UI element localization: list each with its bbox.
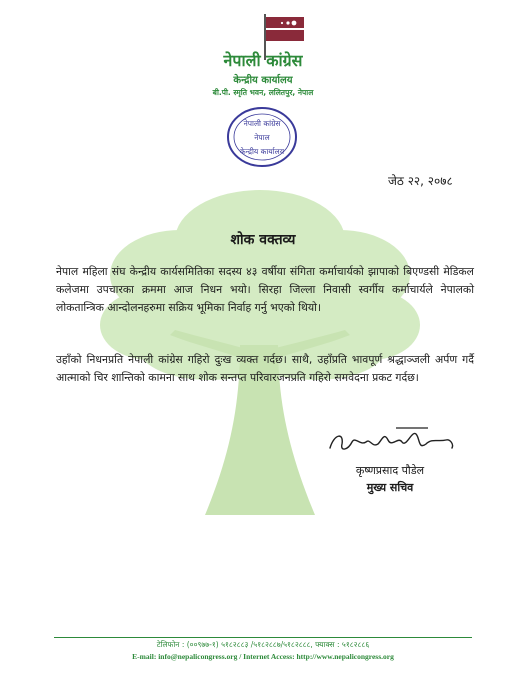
seal-text-bottom: केन्द्रीय कार्यालय [239, 147, 285, 156]
official-seal-stamp [226, 106, 298, 168]
body-paragraph-2: उहाँको निधनप्रति नेपाली कांग्रेस गहिरो दुःख व्यक्त गर्दछ। साथै, उहाँप्रति भावपूर्ण श्रद्धाञ्जली अर्पण गर्दै आत्माको चिर शान्तिको कामना साथ शोक सन्तप्त परिवारजनप्रति गहिरो समवेदना प्रकट गर्दछ। [56, 353, 474, 384]
seal-text-top: नेपाली कांग्रेस [243, 119, 281, 128]
office-name: केन्द्रीय कार्यालय [233, 75, 293, 86]
letter-date: जेठ २२, २०७८ [388, 174, 453, 188]
handwritten-signature [322, 420, 462, 460]
body-paragraph-1: नेपाल महिला संघ केन्द्रीय कार्यसमितिका सदस्य ४३ वर्षीया संगिता कर्माचार्यको झापाको बिएण्डसी मेडिकल कलेजमा उपचारका क्रममा आज निधन भयो। सिरहा जिल्ला निवासी स्वर्गीय कर्माचार्यले नेपालको लोकतान्त्रिक आन्दोलनहरुमा सक्रिय भूमिका निर्वाह गर्नु भएको थियो। [56, 265, 474, 314]
letter-title: शोक वक्तव्य [230, 232, 296, 248]
signer-name: कृष्णप्रसाद पौडेल [355, 464, 425, 477]
footer-divider [54, 637, 472, 638]
footer-contact-web: E-mail: info@nepalicongress.org / Internet Access: http://www.nepalicongress.org [132, 652, 394, 661]
seal-text-middle: नेपाल [254, 133, 270, 142]
signer-title: मुख्य सचिव [366, 481, 414, 494]
organization-name: नेपाली कांग्रेस [223, 51, 303, 70]
footer-phone: टेलिफोन : (००९७७-१) ५१८२८८३ /५१८२८८७/५१८२८८८, फ्याक्स : ५१८२८८६ [156, 640, 370, 649]
office-address: बी.पी. स्मृति भवन, ललितपुर, नेपाल [212, 88, 314, 97]
